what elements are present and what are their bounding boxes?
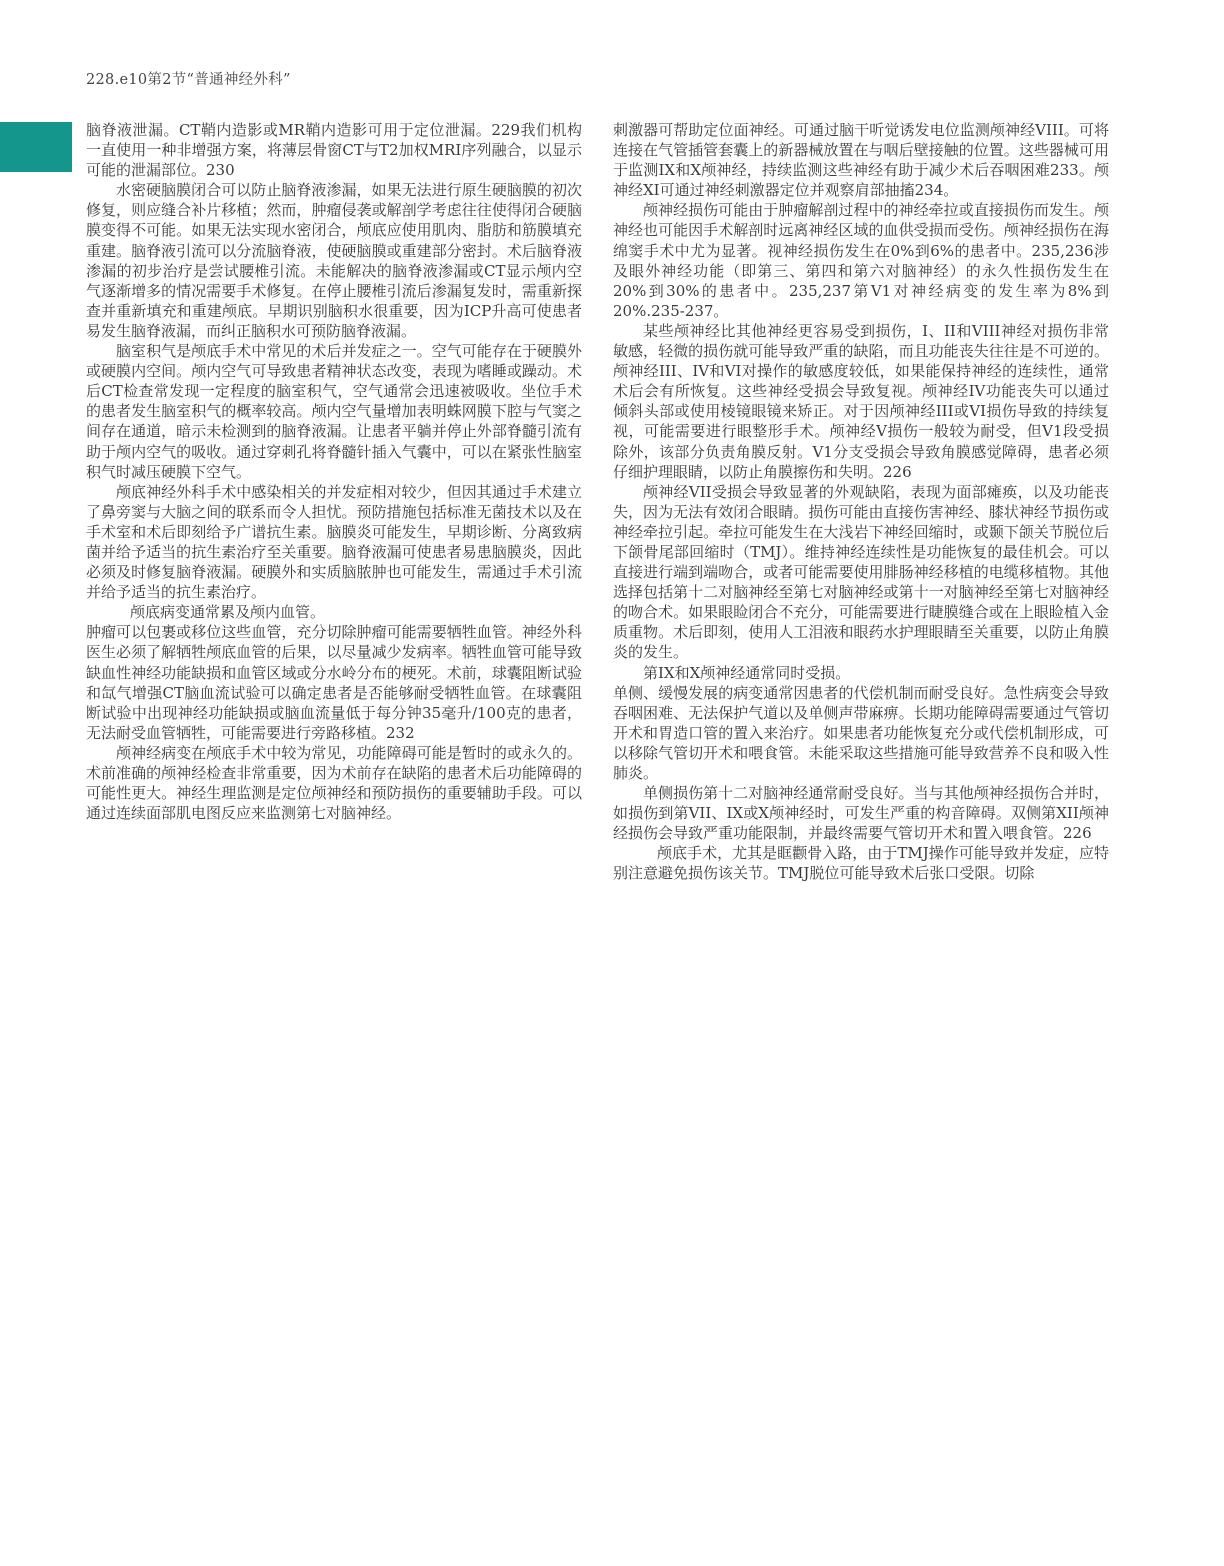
- paragraph: 水密硬脑膜闭合可以防止脑脊液渗漏，如果无法进行原生硬脑膜的初次修复，则应缝合补片移植；然而，肿瘤侵袭或解剖学考虑往往使得闭合硬脑膜变得不可能。如果无法实现水密闭合，颅底应使用肌肉、脂肪和筋膜填充重建。脑脊液引流可以分流脑脊液，使硬脑膜或重建部分密封。术后脑脊液渗漏的初步治疗是尝试腰椎引流。未能解决的脑脊液渗漏或CT显示颅内空气逐渐增多的情况需要手术修复。在停止腰椎引流后渗漏复发时，需重新探查并重新填充和重建颅底。早期识别脑积水很重要，因为ICP升高可使患者易发生脑脊液漏，而纠正脑积水可预防脑脊液漏。: [86, 181, 582, 340]
- paragraph: 刺激器可帮助定位面神经。可通过脑干听觉诱发电位监测颅神经VIII。可将连接在气管插管套囊上的新器械放置在与咽后壁接触的位置。这些器械可用于监测IX和X颅神经，持续监测这些神经有助于减少术后吞咽困难233。颅神经XI可通过神经刺激器定位并观察肩部抽搐234。: [613, 121, 1109, 200]
- paragraph: 颅神经病变在颅底手术中较为常见，功能障碍可能是暂时的或永久的。术前准确的颅神经检查非常重要，因为术前存在缺陷的患者术后功能障碍的可能性更大。神经生理监测是定位颅神经和预防损伤的重要辅助手段。可以通过连续面部肌电图反应来监测第七对脑神经。: [86, 743, 582, 823]
- paragraph: 单侧、缓慢发展的病变通常因患者的代偿机制而耐受良好。急性病变会导致吞咽困难、无法保护气道以及单侧声带麻痹。长期功能障碍需要通过气管切开术和胃造口管的置入来治疗。如果患者功能恢复充分或代偿机制形成，可以移除气管切开术和喂食管。未能采取这些措施可能导致营养不良和吸入性肺炎。: [613, 683, 1109, 782]
- paragraph: 肿瘤可以包裹或移位这些血管，充分切除肿瘤可能需要牺牲血管。神经外科医生必须了解牺牲颅底血管的后果，以尽量减少发病率。牺牲血管可能导致缺血性神经功能缺损和血管区域或分水岭分布的梗死。术前，球囊阻断试验和氙气增强CT脑血流试验可以确定患者是否能够耐受牺牲血管。在球囊阻断试验中出现神经功能缺损或脑血流量低于每分钟35毫升/100克的患者，无法耐受血管牺牲，可能需要进行旁路移植。232: [86, 623, 582, 742]
- paragraph: 颅神经VII受损会导致显著的外观缺陷，表现为面部瘫痪，以及功能丧失，因为无法有效闭合眼睛。损伤可能由直接伤害神经、膝状神经节损伤或神经牵拉引起。牵拉可能发生在大浅岩下神经回缩时，或颞下颌关节脱位后下颌骨尾部回缩时（TMJ）。维持神经连续性是功能恢复的最佳机会。可以直接进行端到端吻合，或者可能需要使用腓肠神经移植的电缆移植物。其他选择包括第十二对脑神经至第七对脑神经或第十一对脑神经至第七对脑神经的吻合术。如果眼睑闭合不充分，可能需要进行睫膜缝合或在上眼睑植入金质重物。术后即刻，使用人工泪液和眼药水护理眼睛至关重要，以防止角膜炎的发生。: [613, 482, 1109, 662]
- paragraph: 颅底手术，尤其是眶颧骨入路，由于TMJ操作可能导致并发症，应特别注意避免损伤该关节。TMJ脱位可能导致术后张口受限。切除: [613, 844, 1109, 883]
- paragraph: 颅底病变通常累及颅内血管。: [130, 603, 326, 622]
- paragraph: 颅神经损伤可能由于肿瘤解剖过程中的神经牵拉或直接损伤而发生。颅神经也可能因手术解剖时远离神经区域的血供受损而受伤。颅神经损伤在海绵窦手术中尤为显著。视神经损伤发生在0%到6%的患者中。235,236涉及眼外神经功能（即第三、第四和第六对脑神经）的永久性损伤发生在20%到30%的患者中。235,237第V1对神经病变的发生率为8%到20%.235-237。: [613, 201, 1109, 320]
- right-column: [613, 120, 1109, 884]
- paragraph: 颅底神经外科手术中感染相关的并发症相对较少，但因其通过手术建立了鼻旁窦与大脑之间的联系而令人担忧。预防措施包括标准无菌技术以及在手术室和术后即刻给予广谱抗生素。脑膜炎可能发生，早期诊断、分离致病菌并给予适当的抗生素治疗至关重要。脑脊液漏可使患者易患脑膜炎，因此必须及时修复脑脊液漏。硬膜外和实质脑脓肿也可能发生，需通过手术引流并给予适当的抗生素治疗。: [86, 482, 582, 602]
- paragraph: 脑脊液泄漏。CT鞘内造影或MR鞘内造影可用于定位泄漏。229我们机构一直使用一种非增强方案，将薄层骨窗CT与T2加权MRI序列融合，以显示可能的泄漏部位。230: [86, 121, 582, 180]
- paragraph: 某些颅神经比其他神经更容易受到损伤，I、II和VIII神经对损伤非常敏感，轻微的损伤就可能导致严重的缺陷，而且功能丧失往往是不可逆的。颅神经III、IV和VI对操作的敏感度较低，如果能保持神经的连续性，通常术后会有所恢复。这些神经受损会导致复视。颅神经IV功能丧失可以通过倾斜头部或使用棱镜眼镜来矫正。对于因颅神经III或VI损伤导致的持续复视，可能需要进行眼整形手术。颅神经V损伤一般较为耐受，但V1段受损除外，该部分负责角膜反射。V1分支受损会导致角膜感觉障碍，患者必须仔细护理眼睛，以防止角膜擦伤和失明。226: [613, 321, 1109, 481]
- left-column: [86, 120, 582, 823]
- chapter-color-tab: [0, 122, 72, 172]
- paragraph: 第IX和X颅神经通常同时受损。: [643, 663, 851, 682]
- paragraph: 脑室积气是颅底手术中常见的术后并发症之一。空气可能存在于硬膜外或硬膜内空间。颅内空气可导致患者精神状态改变，表现为嗜睡或躁动。术后CT检查常发现一定程度的脑室积气，空气通常会迅速被吸收。坐位手术的患者发生脑室积气的概率较高。颅内空气量增加表明蛛网膜下腔与气窦之间存在通道，暗示未检测到的脑脊液漏。让患者平躺并停止外部脊髓引流有助于颅内空气的吸收。通过穿刺孔将脊髓针插入气囊中，可以在紧张性脑室积气时减压硬膜下空气。: [86, 342, 582, 481]
- running-header: 228.e10第2节“普通神经外科”: [86, 72, 291, 88]
- paragraph: 单侧损伤第十二对脑神经通常耐受良好。当与其他颅神经损伤合并时，如损伤到第VII、IX或X颅神经时，可发生严重的构音障碍。双侧第XII颅神经损伤会导致严重功能限制，并最终需要气管切开术和置入喂食管。226: [613, 784, 1109, 843]
